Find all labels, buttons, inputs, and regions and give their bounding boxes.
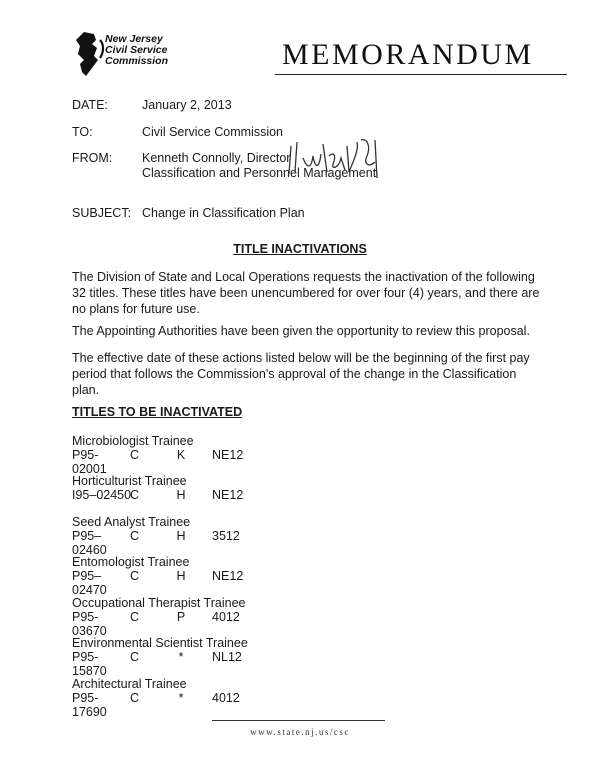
org-name xyxy=(105,34,168,67)
title-category: C xyxy=(130,610,140,624)
subject-label: SUBJECT: xyxy=(72,206,132,220)
org-line-1: New Jersey xyxy=(105,33,163,45)
titles-heading: TITLES TO BE INACTIVATED xyxy=(72,405,243,419)
org-line-3: Commission xyxy=(105,55,169,67)
org-line-2: Civil Service xyxy=(105,44,168,56)
title-range: NL12 xyxy=(212,650,242,664)
title-code: P95–02470 xyxy=(72,569,107,597)
title-range: 4012 xyxy=(212,691,240,705)
title-code: P95-02001 xyxy=(72,448,107,476)
title-category: C xyxy=(130,529,140,543)
title-category: C xyxy=(130,691,140,705)
to-value: Civil Service Commission xyxy=(142,125,283,139)
title-name: Entomologist Trainee xyxy=(72,555,190,569)
from-name: Kenneth Connolly, Director xyxy=(142,151,291,165)
title-range: NE12 xyxy=(212,488,244,502)
title-name: Occupational Therapist Trainee xyxy=(72,596,246,610)
title-selection: H xyxy=(176,529,186,543)
title-name: Microbiologist Trainee xyxy=(72,434,194,448)
title-name: Architectural Trainee xyxy=(72,677,187,691)
title-code: P95-03670 xyxy=(72,610,107,638)
signature xyxy=(283,132,385,180)
title-category: C xyxy=(130,569,140,583)
footer-url: www.state.nj.us/csc xyxy=(250,727,350,737)
memo-title: MEMORANDUM xyxy=(282,38,534,71)
title-code: P95–02460 xyxy=(72,529,107,557)
date-value: January 2, 2013 xyxy=(142,98,232,112)
title-code: P95-17690 xyxy=(72,691,107,719)
title-range: NE12 xyxy=(212,569,244,583)
title-selection: P xyxy=(176,610,186,624)
section-title: TITLE INACTIVATIONS xyxy=(233,242,367,256)
title-category: C xyxy=(130,650,140,664)
title-range: 4012 xyxy=(212,610,240,624)
title-name: Environmental Scientist Trainee xyxy=(72,636,248,650)
title-selection: H xyxy=(176,488,186,502)
title-selection: * xyxy=(178,650,184,664)
footer-rule xyxy=(212,720,385,721)
subject-value: Change in Classification Plan xyxy=(142,206,305,220)
title-selection: H xyxy=(176,569,186,583)
title-selection: * xyxy=(178,691,184,705)
title-range: NE12 xyxy=(212,448,244,462)
title-range: 3512 xyxy=(212,529,240,543)
paragraph-1: The Division of State and Local Operations requests the inactivation of the following 32 titles. These titles have been unencumbered for over four (4) years, and there are no plans for future use. xyxy=(72,270,540,316)
title-code: P95-15870 xyxy=(72,650,107,678)
from-department: Classification and Personnel Management xyxy=(142,166,377,180)
title-underline xyxy=(275,74,567,75)
date-label: DATE: xyxy=(72,98,108,112)
title-name: Seed Analyst Trainee xyxy=(72,515,191,529)
title-category: C xyxy=(130,448,140,462)
title-selection: K xyxy=(176,448,186,462)
title-code: I95–02450 xyxy=(72,488,132,502)
title-category: C xyxy=(130,488,140,502)
paragraph-3: The effective date of these actions listed below will be the beginning of the first pay period that follows the Commission's approval of the change in the Classification plan. xyxy=(72,351,530,397)
title-name: Horticulturist Trainee xyxy=(72,474,187,488)
to-label: TO: xyxy=(72,125,93,139)
paragraph-2: The Appointing Authorities have been given the opportunity to review this proposal. xyxy=(72,324,530,338)
from-label: FROM: xyxy=(72,151,113,165)
